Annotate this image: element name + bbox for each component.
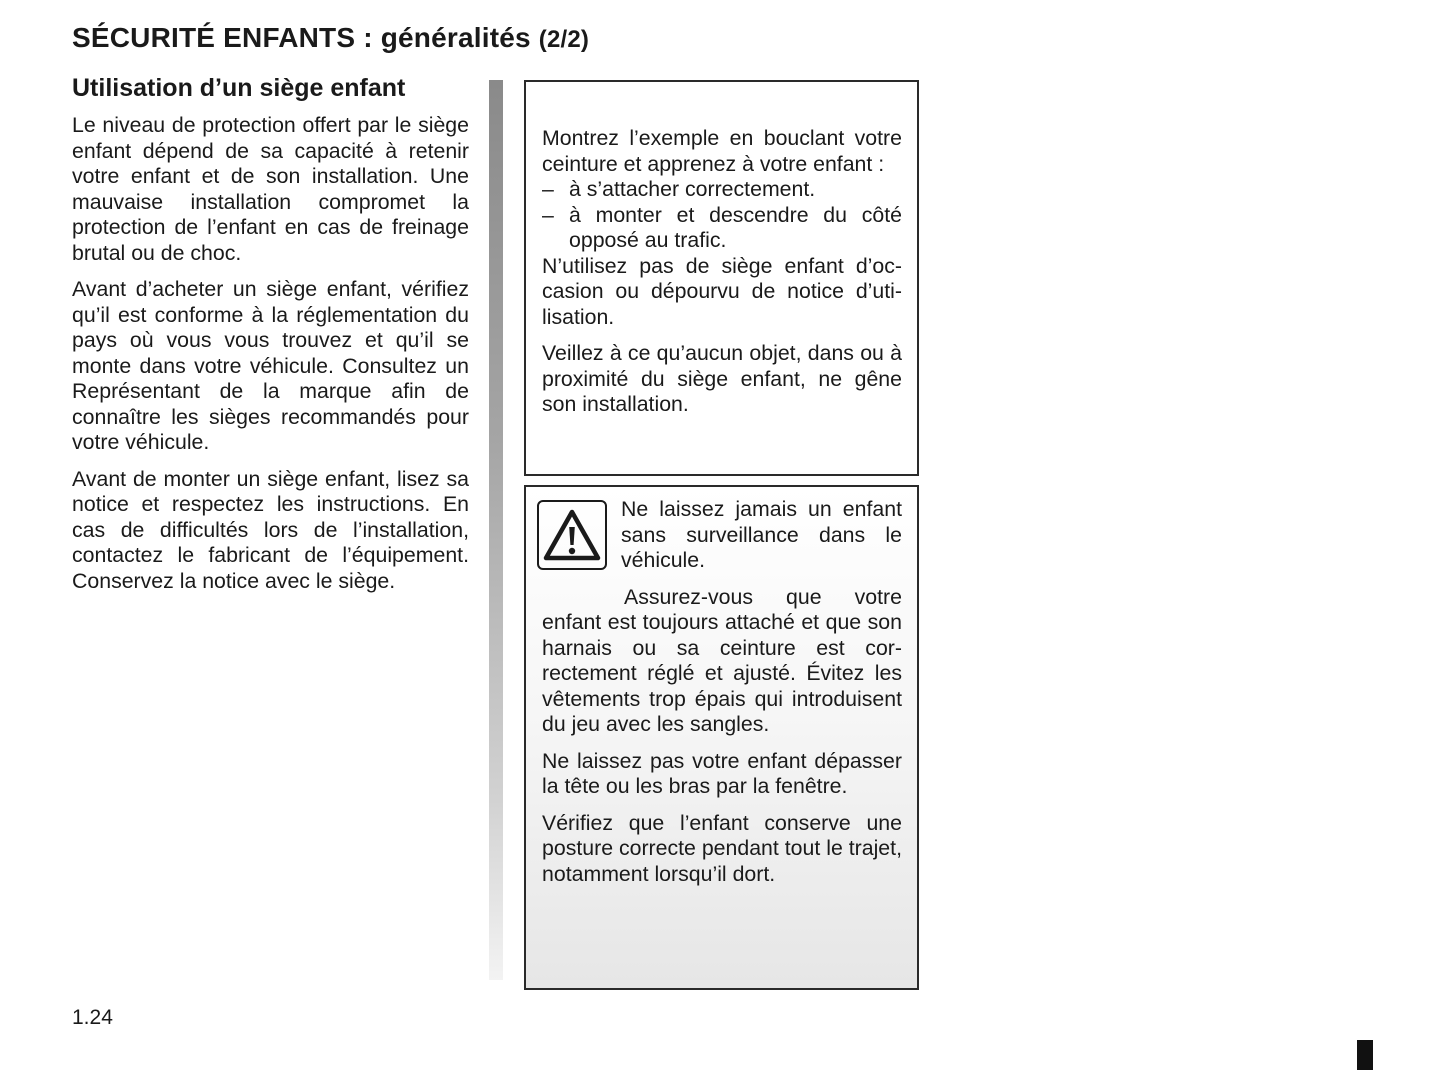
page-edge-marker	[1357, 1040, 1373, 1070]
page-title	[72, 22, 589, 54]
paragraph-protection-level: Le niveau de protection offert par le siège enfant dépend de sa capacité à retenir votre enfant et de son installation. Une mauvaise installation compromet la protection de l’enfant en cas de freinage brutal ou de choc.	[72, 113, 469, 265]
list-item: – à monter et descendre du côté opposé au trafic.	[542, 203, 902, 254]
warning-harness-check	[542, 585, 902, 738]
page-number: 1.24	[72, 1006, 113, 1029]
page-title-text: SÉCURITÉ ENFANTS : généralités	[72, 22, 531, 53]
paragraph-before-buying: Avant d’acheter un siège enfant, vérifiez qu’il est conforme à la réglementation du pays où vous vous trouvez et qu’il se monte dans votre véhicule. Consultez un Représentant de la marque afin de connaître les sièges recommandés pour votre véhicule.	[72, 277, 469, 454]
page-part-indicator: (2/2)	[538, 26, 590, 53]
info-dash-list	[542, 177, 902, 254]
warning-posture: Vérifiez que l’enfant conserve une posture correcte pendant tout le trajet, notamment lorsqu’il dort.	[542, 810, 902, 886]
info-box	[524, 80, 919, 476]
info-intro: Montrez l’exemple en bouclant votre ceinture et apprenez à votre enfant :	[542, 126, 902, 176]
paragraph-second-hand-seat: N’utilisez pas de siège enfant d’occasion ou dépourvu de notice d’utilisation.	[542, 253, 902, 329]
list-item: – à s’attacher correctement.	[542, 177, 902, 203]
left-column	[72, 74, 469, 605]
paragraph-no-objects: Veillez à ce qu’aucun objet, dans ou à proximité du siège enfant, ne gêne son installation.	[542, 341, 902, 416]
paragraph-before-installing: Avant de monter un siège enfant, lisez sa notice et respectez les instructions. En cas de difficultés lors de l’installation, contactez le fabricant de l’équipement. Conservez la notice avec le siège.	[72, 466, 469, 593]
warning-harness-text: Assurez-vous que votre enfant est toujours attaché et que son harnais ou sa ceinture est correctement réglé et ajusté. Évitez les vêtements trop épais qui introduisent du jeu avec les sangles.	[542, 584, 902, 736]
warning-box	[524, 485, 919, 990]
warning-triangle-icon	[537, 500, 607, 570]
warning-never-leave-child: Ne laissez jamais un enfant sans surveillance dans le véhicule.	[621, 497, 902, 572]
section-subtitle: Utilisation d’un siège enfant	[72, 74, 406, 102]
warning-window: Ne laissez pas votre enfant dépasser la tête ou les bras par la fenêtre.	[542, 748, 902, 798]
section-side-bar	[489, 80, 503, 980]
